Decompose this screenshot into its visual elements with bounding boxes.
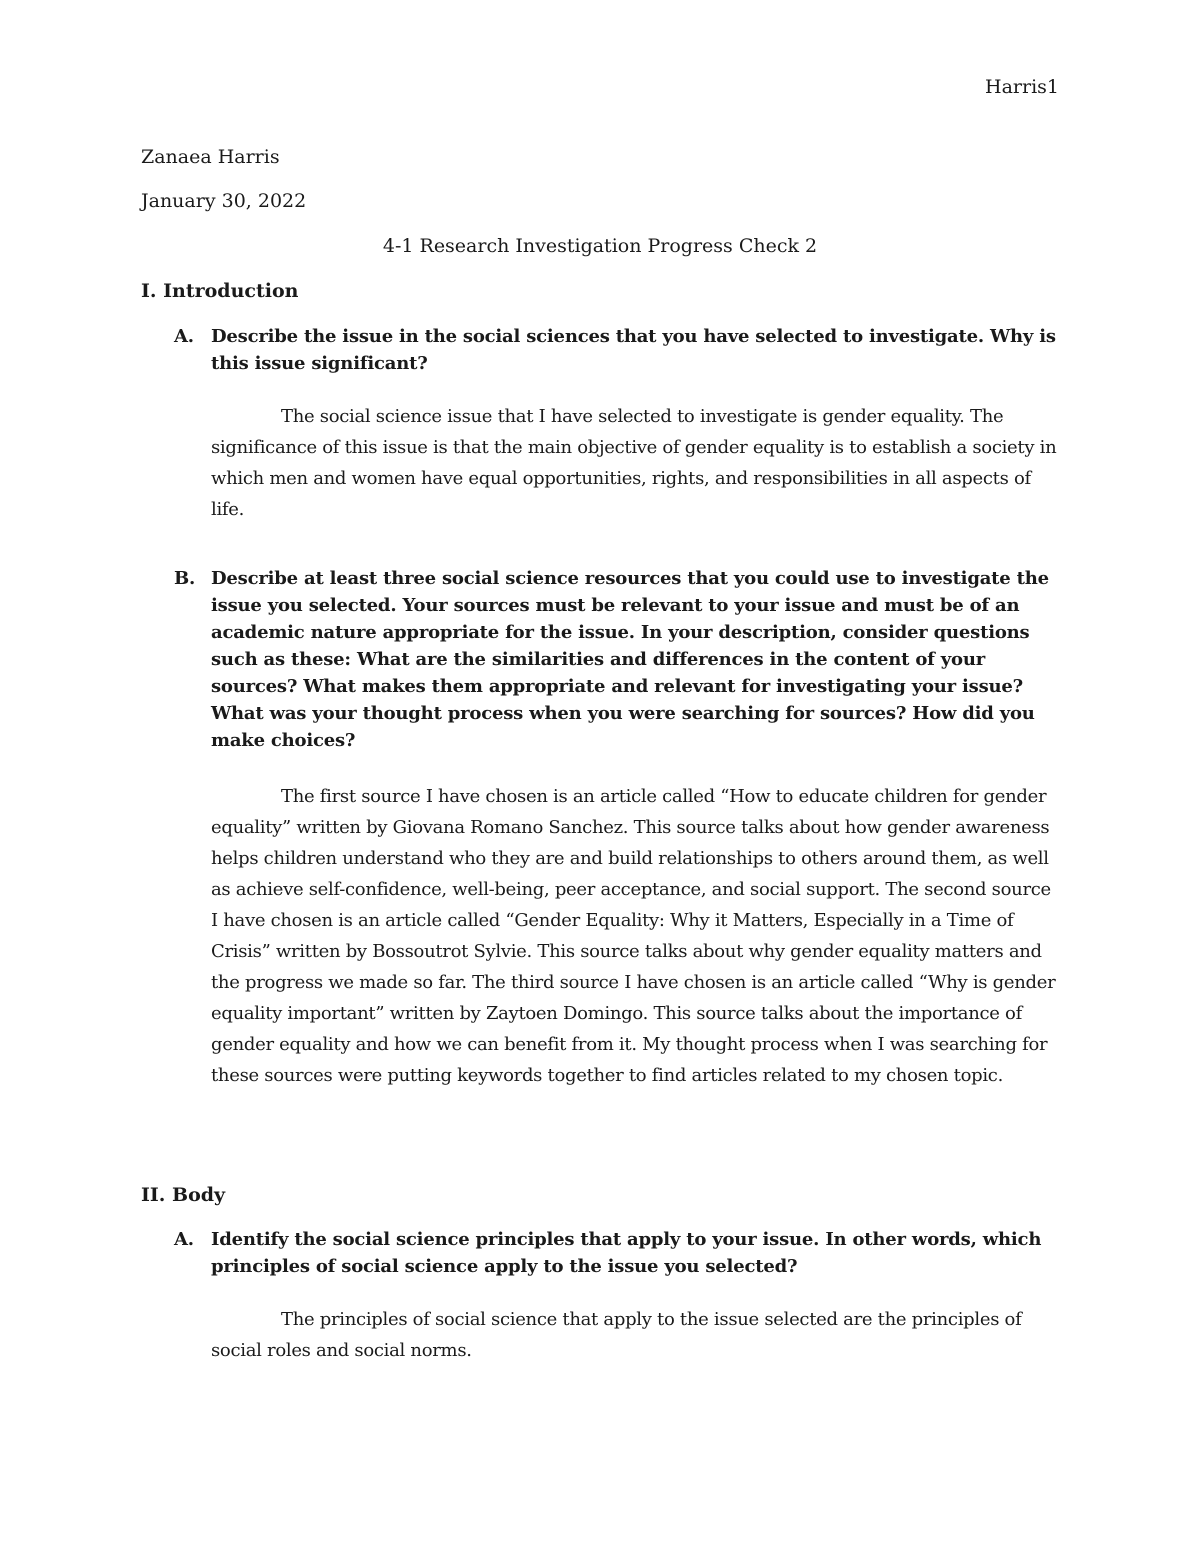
question-text: Identify the social science principles that apply to your issue. In other words, which principles of social science apply to the issue you selected? bbox=[211, 1229, 1042, 1277]
answer-intro-a: The social science issue that I have selected to investigate is gender equality. The significance of this issue is that the main objective of gender equality is to establish a society in which men and women have equal opportunities, rights, and responsibilities in all aspects of life. bbox=[211, 406, 1057, 520]
question-body-a bbox=[141, 1226, 1059, 1280]
question-letter: B. bbox=[174, 568, 196, 589]
question-letter: A. bbox=[174, 1229, 194, 1250]
document-date: January 30, 2022 bbox=[141, 190, 307, 212]
question-intro-b bbox=[141, 565, 1059, 754]
document-title: 4-1 Research Investigation Progress Check 2 bbox=[382, 235, 818, 257]
question-text: Describe the issue in the social sciences that you have selected to investigate. Why is this issue significant? bbox=[211, 326, 1056, 374]
answer-intro-b: The first source I have chosen is an article called “How to educate children for gender equality” written by Giovana Romano Sanchez. This source talks about how gender awareness helps children understand who they are and build relationships to others around them, as well as achieve self-confidence, well-being, peer acceptance, and social support. The second source I have chosen is an article called “Gender Equality: Why it Matters, Especially in a Time of Crisis” written by Bossoutrot Sylvie. This source talks about why gender equality matters and the progress we made so far. The third source I have chosen is an article called “Why is gender equality important” written by Zaytoen Domingo. This source talks about the importance of gender equality and how we can benefit from it. My thought process when I was searching for these sources were putting keywords together to find articles related to my chosen topic. bbox=[211, 786, 1056, 1086]
author-name: Zanaea Harris bbox=[141, 146, 280, 168]
answer-body-a: The principles of social science that apply to the issue selected are the principles of social roles and social norms. bbox=[211, 1309, 1022, 1361]
question-letter: A. bbox=[174, 326, 194, 347]
running-head: Harris1 bbox=[985, 76, 1059, 98]
question-text: Describe at least three social science resources that you could use to investigate the issue you selected. Your sources must be relevant to your issue and must be of an academic nature appropriate for the issue. In your description, consider questions such as these: What are the similarities and differences in the content of your sources? What makes them appropriate and relevant for investigating your issue? What was your thought process when you were searching for sources? How did you make choices? bbox=[211, 568, 1049, 751]
section-heading-introduction: I. Introduction bbox=[141, 280, 299, 302]
section-heading-body: II. Body bbox=[141, 1184, 226, 1206]
question-intro-a bbox=[141, 323, 1059, 377]
